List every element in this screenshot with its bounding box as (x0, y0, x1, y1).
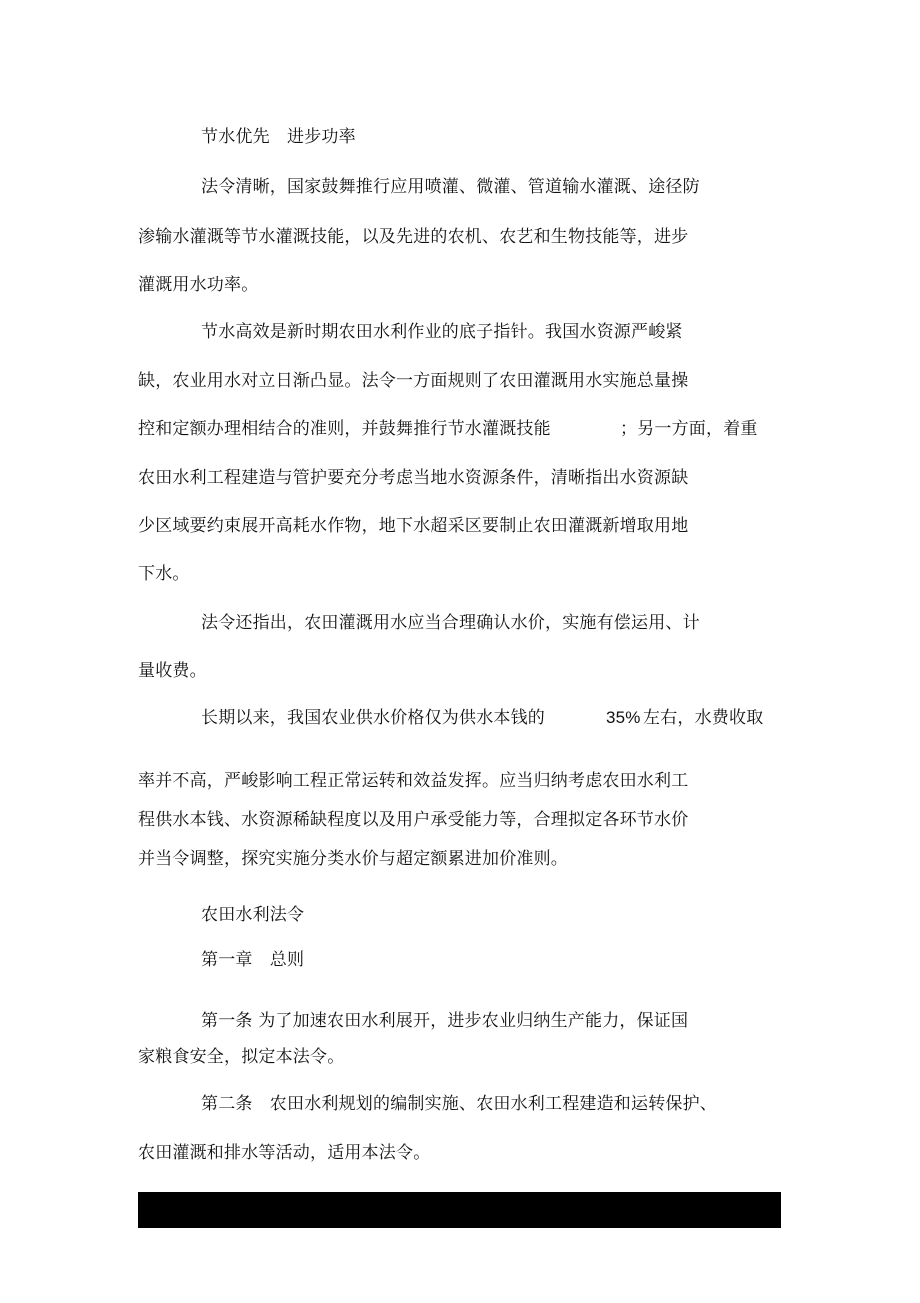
article-one-line: 第一条 为了加速农田水利展开，进步农业归纳生产能力，保证国 (201, 1011, 689, 1031)
paragraph-line: 长期以来，我国农业供水价格仅为供水本钱的 (201, 708, 545, 728)
chapter-heading: 第一章 总则 (201, 950, 305, 970)
percentage-value: 35% (606, 708, 641, 727)
article-two-line: 农田灌溉和排水等活动，适用本法令。 (138, 1143, 431, 1163)
paragraph-line: 程供水本钱、水资源稀缺程度以及用户承受能力等，合理拟定各环节水价 (138, 810, 689, 830)
article-one-line: 家粮食安全，拟定本法令。 (138, 1047, 345, 1067)
paragraph-line: 法令清晰，国家鼓舞推行应用喷灌、微灌、管道输水灌溉、途径防 (201, 177, 700, 197)
paragraph-line-fragment: ；另一方面，着重 (620, 419, 758, 439)
paragraph-line: 量收费。 (138, 661, 207, 681)
paragraph-line: 法令还指出，农田灌溉用水应当合理确认水价，实施有偿运用、计 (201, 613, 700, 633)
redaction-bar (138, 1192, 781, 1228)
paragraph-line: 少区域要约束展开高耗水作物，地下水超采区要制止农田灌溉新增取用地 (138, 516, 689, 536)
paragraph-line: 农田水利工程建造与管护要充分考虑当地水资源条件，清晰指出水资源缺 (138, 468, 689, 488)
paragraph-line: 渗输水灌溉等节水灌溉技能，以及先进的农机、农艺和生物技能等，进步 (138, 227, 689, 247)
section-heading-water-saving: 节水优先 进步功率 (201, 127, 356, 147)
law-title: 农田水利法令 (201, 905, 305, 925)
paragraph-line-fragment: 左右，水费收取 (643, 708, 764, 728)
paragraph-line: 灌溉用水功率。 (138, 275, 259, 295)
paragraph-line: 节水高效是新时期农田水利作业的底子指针。我国水资源严峻紧 (201, 322, 683, 342)
paragraph-line: 控和定额办理相结合的准则，并鼓舞推行节水灌溉技能 (138, 419, 551, 439)
paragraph-line: 缺，农业用水对立日渐凸显。法令一方面规则了农田灌溉用水实施总量操 (138, 371, 689, 391)
paragraph-line: 并当令调整，探究实施分类水价与超定额累进加价准则。 (138, 849, 568, 869)
paragraph-line: 下水。 (138, 564, 190, 584)
article-two-line: 第二条 农田水利规划的编制实施、农田水利工程建造和运转保护、 (201, 1094, 717, 1114)
paragraph-line: 率并不高，严峻影响工程正常运转和效益发挥。应当归纳考虑农田水利工 (138, 771, 689, 791)
